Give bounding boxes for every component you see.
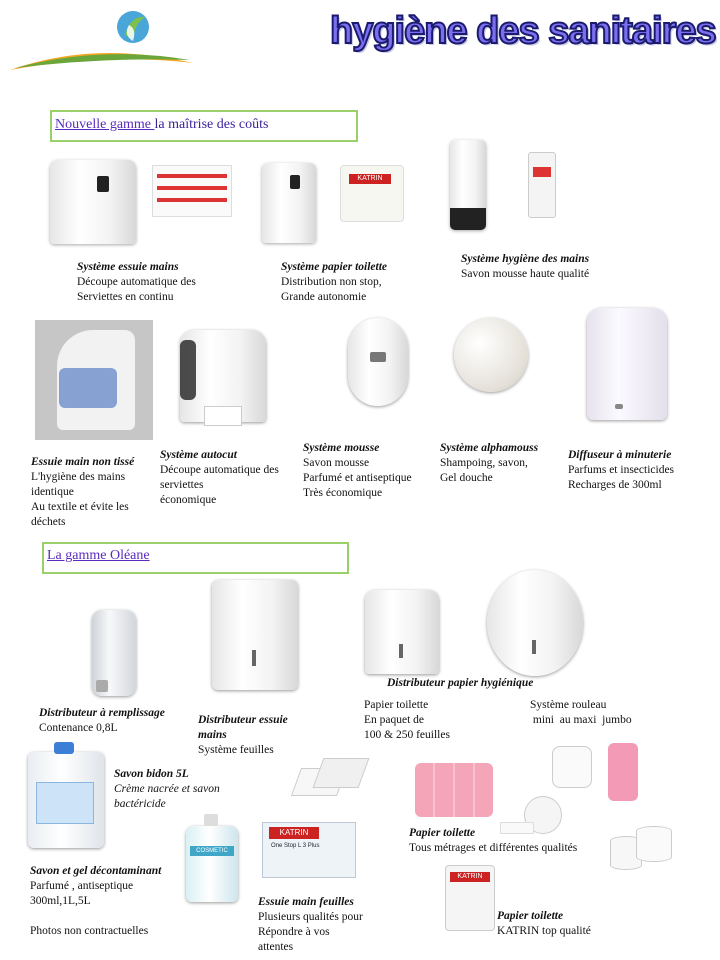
katrin-toilet-label: KATRIN (450, 872, 490, 882)
jumbo-roll-dispenser-image (487, 570, 583, 676)
pink-toilet-rolls-image (415, 755, 495, 820)
katrin-toilet-pack-image (445, 865, 495, 931)
section1-title-underlined: Nouvelle gamme (55, 117, 155, 132)
caption-essuie-mains: Système essuie mains Découpe automatique des Serviettes en continu (77, 261, 196, 303)
section-nouvelle-gamme (50, 110, 358, 142)
caption-remplissage: Distributeur à remplissage Contenance 0,8L (39, 707, 165, 734)
toilet-paper-dispenser-image (262, 163, 316, 243)
caption-feuilles: Essuie main feuilles Plusieurs qualités pour Répondre à vos attentes (258, 896, 363, 953)
company-logo (5, 5, 195, 75)
caption-rouleau: Système rouleau mini au maxi jumbo (530, 699, 632, 726)
essuie-mains-feuilles-dispenser-image (212, 580, 298, 690)
caption-diffuseur: Diffuseur à minuterie Parfums et insecticides Recharges de 300ml (568, 449, 675, 491)
caption-non-tisse: Essuie main non tissé L'hygiène des mains identique Au textile et évite les déchets (31, 456, 135, 528)
katrin-pack-sublabel: One Stop L 3 Plus (271, 843, 320, 849)
caption-mousse: Système mousse Savon mousse Parfumé et antiseptique Très économique (303, 442, 412, 499)
savon-bidon-image (28, 752, 104, 848)
section1-title-rest: la maîtrise des coûts (154, 117, 269, 132)
disclaimer: Photos non contractuelles (30, 925, 149, 937)
papier-paquet-dispenser-image (365, 590, 439, 674)
section-gamme-oleane (42, 542, 349, 574)
caption-autocut: Système autocut Découpe automatique des serviettes économique (160, 449, 279, 506)
caption-pt-paquet: Papier toilette En paquet de 100 & 250 feuilles (364, 699, 450, 741)
caption-hygiene-mains: Système hygiène des mains Savon mousse haute qualité (461, 253, 590, 280)
autocut-dispenser-image (180, 330, 266, 422)
caption-dist-papier: Distributeur papier hygiénique (387, 677, 534, 689)
industrial-rolls-image (610, 826, 672, 870)
essuie-mains-dispenser-image (50, 160, 136, 244)
non-tisse-dispenser-image (35, 320, 153, 440)
caption-alphamouss: Système alphamouss Shampoing, savon, Gel douche (440, 442, 539, 484)
remplissage-dispenser-image (92, 610, 136, 696)
pink-jumbo-roll-image (608, 743, 638, 801)
soap-refill-image (528, 152, 556, 218)
katrin-toilet-roll-image (340, 165, 404, 222)
katrin-pack-label: KATRIN (269, 827, 319, 839)
diffuseur-image (587, 308, 667, 420)
mousse-dispenser-image (348, 318, 408, 406)
section2-title: La gamme Oléane (47, 548, 150, 563)
caption-pt-katrin: Papier toilette KATRIN top qualité (497, 910, 591, 937)
cosmetic-label: COSMETIC (190, 846, 234, 856)
katrin-label: KATRIN (349, 174, 391, 184)
towel-pack-image (152, 165, 232, 217)
caption-dist-essuie: Distributeur essuie mains Système feuilles (198, 714, 288, 756)
soap-dispenser-image (450, 140, 486, 230)
katrin-towel-pack-image (262, 822, 356, 878)
caption-pt-metrages: Papier toilette Tous métrages et différentes qualités (409, 827, 578, 854)
page-title: hygiène des sanitaires (330, 10, 716, 52)
towel-sheets-image (296, 758, 368, 800)
caption-papier-toilette-system: Système papier toilette Distribution non stop, Grande autonomie (281, 261, 388, 303)
caption-bidon: Savon bidon 5L Crème nacrée et savon bactéricide (114, 768, 220, 810)
alphamouss-dispenser-image (454, 318, 528, 392)
caption-decontaminant: Savon et gel décontaminant Parfumé , antiseptique 300ml,1L,5L Photos non contractuelles (30, 864, 200, 939)
white-roll-towels-image (552, 746, 592, 788)
